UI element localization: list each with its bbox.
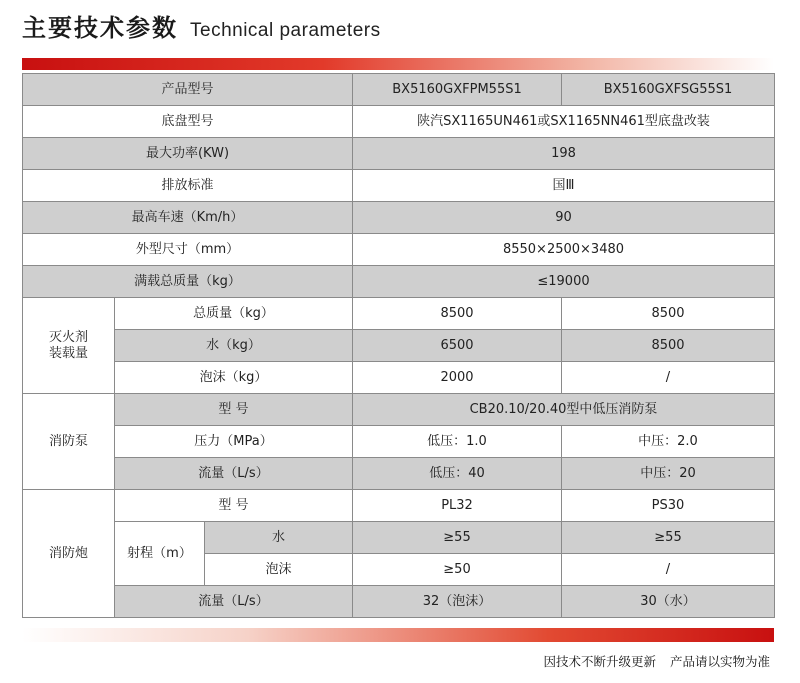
label-dimensions: 外型尺寸（mm） [23,234,353,266]
label-pump-pressure: 压力（MPa） [115,426,353,458]
label-range-foam: 泡沫 [205,554,353,586]
footer-note [543,652,770,670]
value-monitor-flow-2: 30（水） [562,586,775,618]
table-row [23,202,775,234]
value-pump-pressure-1: 低压：1.0 [353,426,562,458]
label-pump-flow: 流量（L/s） [115,458,353,490]
value-agent-foam-2: / [562,362,775,394]
value-chassis: 陕汽SX1165UN461或SX1165NN461型底盘改装 [353,106,775,138]
value-range-foam-1: ≥50 [353,554,562,586]
value-range-water-2: ≥55 [562,522,775,554]
footer-note-1: 因技术不断升级更新 [543,654,656,669]
table-row [23,298,775,330]
label-agent-total: 总质量（kg） [115,298,353,330]
table-row [23,106,775,138]
spec-table [22,73,775,618]
label-monitor-range: 射程（m） [115,522,205,586]
value-agent-foam-1: 2000 [353,362,562,394]
top-red-bar [22,58,774,70]
group-agent-line2: 装载量 [48,345,88,361]
value-model-2: BX5160GXFSG55S1 [562,74,775,106]
value-pump-flow-2: 中压：20 [562,458,775,490]
table-row [23,266,775,298]
value-agent-total-1: 8500 [353,298,562,330]
value-agent-water-2: 8500 [562,330,775,362]
table-row [23,426,775,458]
label-monitor-model: 型 号 [115,490,353,522]
table-row [23,586,775,618]
group-agent-line1: 灭火剂 [48,329,88,345]
value-agent-total-2: 8500 [562,298,775,330]
value-pump-model: CB20.10/20.40型中低压消防泵 [353,394,775,426]
table-row [23,170,775,202]
label-range-water: 水 [205,522,353,554]
value-monitor-model-2: PS30 [562,490,775,522]
table-row [23,394,775,426]
value-pump-pressure-2: 中压：2.0 [562,426,775,458]
label-agent-water: 水（kg） [115,330,353,362]
label-pump-model: 型 号 [115,394,353,426]
table-row [23,138,775,170]
value-agent-water-1: 6500 [353,330,562,362]
table-row [23,458,775,490]
value-gross-mass: ≤19000 [353,266,775,298]
label-speed: 最高车速（Km/h） [23,202,353,234]
label-monitor-flow: 流量（L/s） [115,586,353,618]
title-en: Technical parameters [190,20,381,41]
label-agent-foam: 泡沫（kg） [115,362,353,394]
value-range-water-1: ≥55 [353,522,562,554]
group-pump: 消防泵 [23,394,115,490]
value-range-foam-2: / [562,554,775,586]
table-row [23,362,775,394]
value-emission: 国Ⅲ [353,170,775,202]
value-model-1: BX5160GXFPM55S1 [353,74,562,106]
label-power: 最大功率(KW) [23,138,353,170]
value-pump-flow-1: 低压：40 [353,458,562,490]
label-chassis: 底盘型号 [23,106,353,138]
page-title [22,8,381,48]
value-dimensions: 8550×2500×3480 [353,234,775,266]
value-monitor-model-1: PL32 [353,490,562,522]
table-row [23,234,775,266]
value-power: 198 [353,138,775,170]
label-emission: 排放标准 [23,170,353,202]
label-model: 产品型号 [23,74,353,106]
table-row [23,330,775,362]
title-cn: 主要技术参数 [22,14,178,42]
group-agent [23,298,115,394]
bottom-red-bar [22,628,774,642]
table-row [23,74,775,106]
value-speed: 90 [353,202,775,234]
label-gross-mass: 满载总质量（kg） [23,266,353,298]
footer-note-2: 产品请以实物为准 [669,654,770,669]
table-row [23,490,775,522]
group-monitor: 消防炮 [23,490,115,618]
table-row [23,522,775,554]
value-monitor-flow-1: 32（泡沫） [353,586,562,618]
